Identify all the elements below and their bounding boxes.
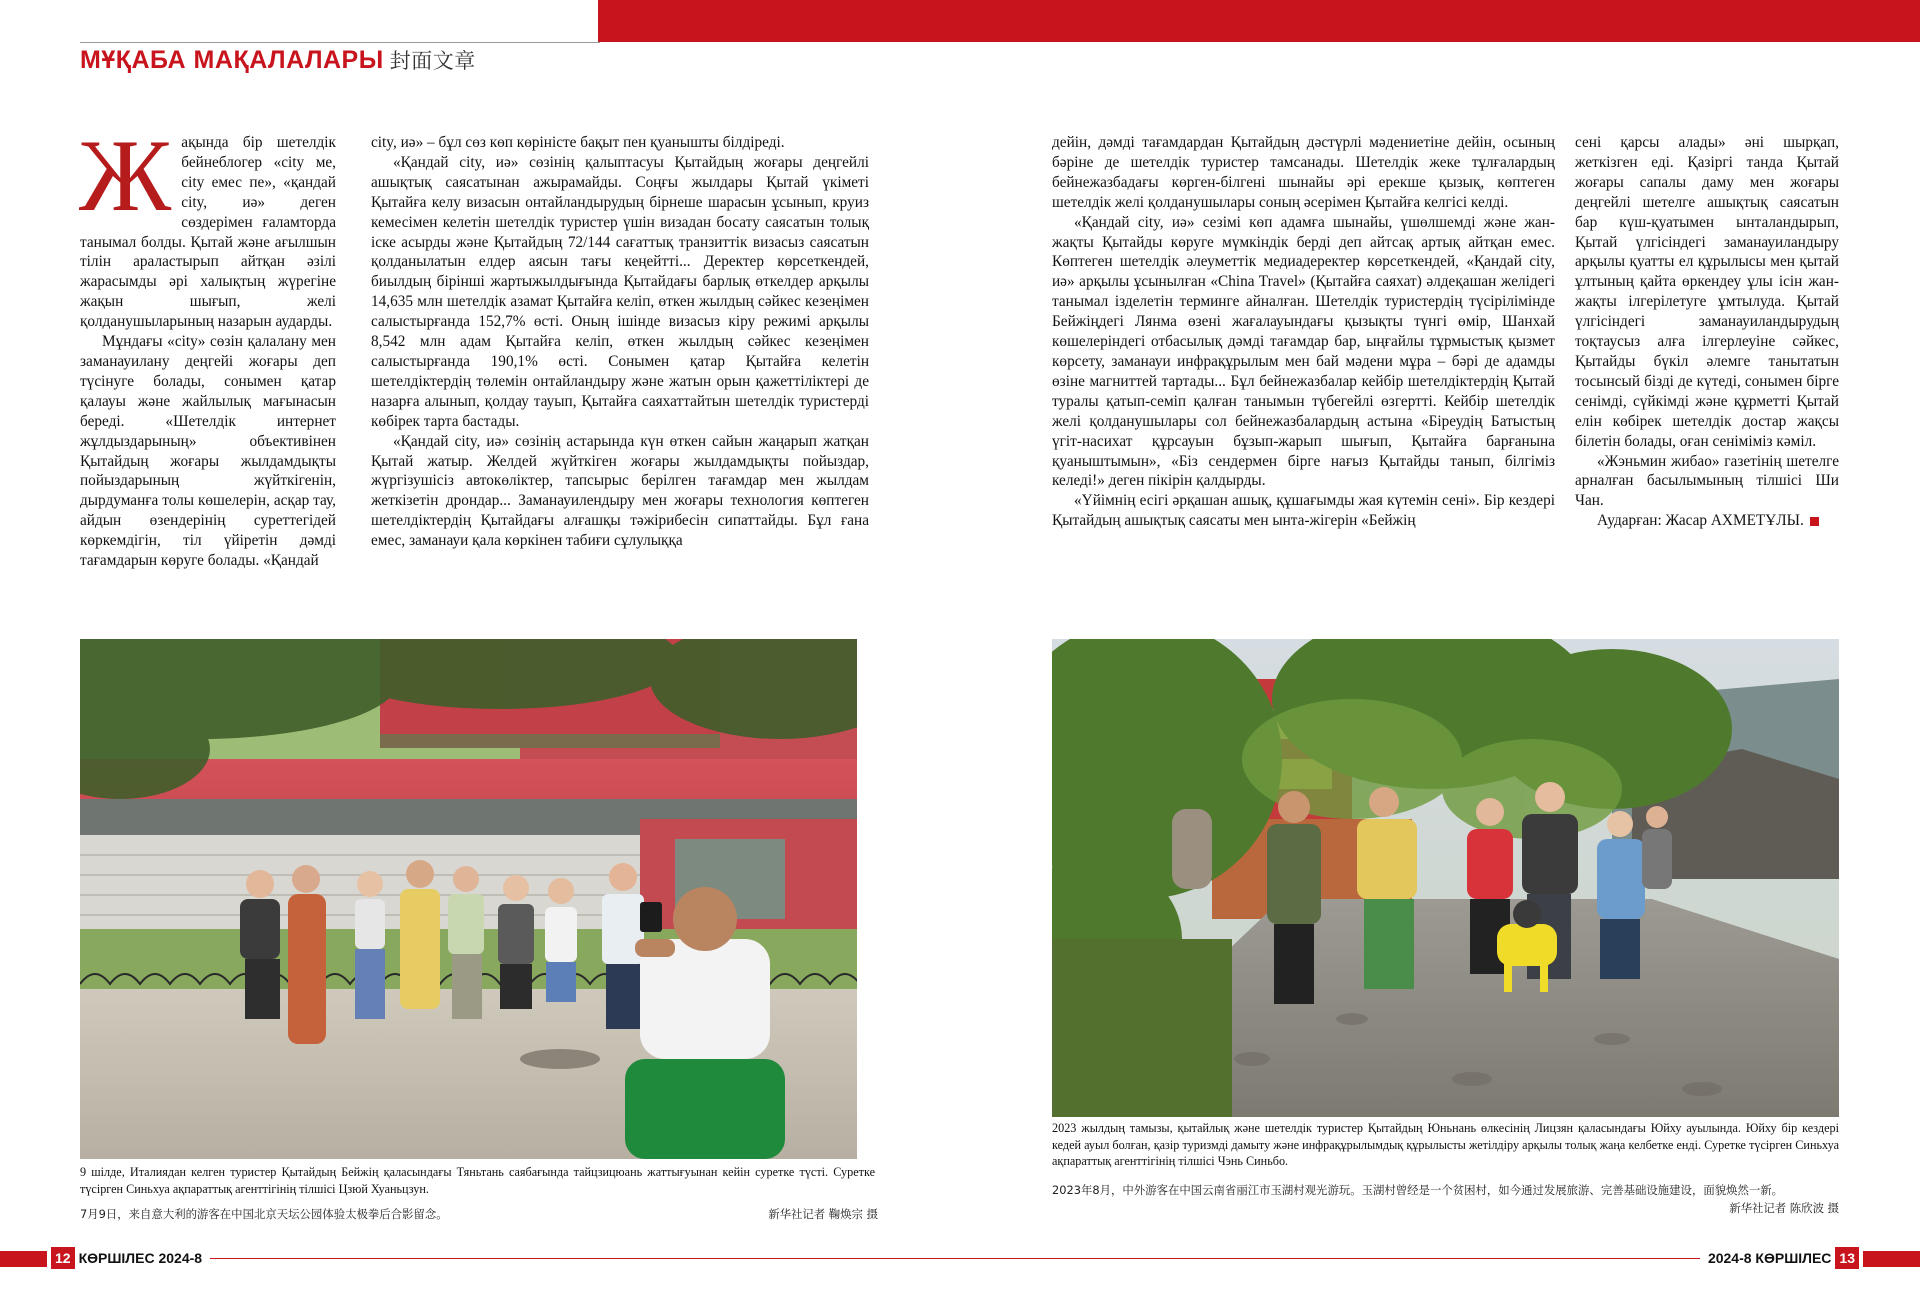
- paragraph: «Жэньмин жибао» газетінің шетелге арналған басылымының тілшісі Ши Чан.: [1575, 452, 1839, 510]
- header-rule: [80, 42, 600, 43]
- footer-magazine-left: КӨРШІЛЕС 2024-8: [78, 1250, 203, 1266]
- photo-caption-right: 2023 жылдың тамызы, қытайлық және шетелдік туристер Қытайдың Юньнань өлкесінің Лицзян қаласындағы Юйху ауылында. Юйху бір кездері кедей ауыл болған, қазір туризмді дамыту және инфрақұрылымдық құрылысты жетілдіру арқылы толық жаңа келбетке енді. Суретке түсірген Синьхуа ақпараттық агенттігінің тілшісі Чэнь Синьбо.: [1052, 1121, 1839, 1168]
- paragraph: ақында бір шетелдік бейнеблогер «city ме, city емес пе», «қандай city, иә» деген сөздерімен ғаламторда танымал болды. Қытай және ағылшын тілін араластырып айтқан әзілі жарасымды әрі халықтың жүрегіне жақын шығып, желі қолданушыларының назарын аударды.: [80, 134, 336, 331]
- footer-right: [1700, 1247, 1863, 1269]
- paragraph: дейін, дәмді тағамдардан Қытайдың дәстүрлі мәдениетіне дейін, осының бәріне де шетелдік туристер тамсанады. Шетелдік жеке тұлғалардың бейнежазбадағы көрген-білгені шынайы әрі ерекше қызық, көптеген шетелдік желі қолданушылары соның әсерімен Қытайға келгісі келді.: [1052, 134, 1555, 211]
- photo-credit-right: 新华社记者 陈欣波 摄: [1729, 1201, 1839, 1215]
- section-title-chinese: 封面文章: [389, 50, 476, 73]
- end-mark-icon: [1810, 517, 1819, 526]
- translator-credit-paragraph: [1575, 511, 1839, 531]
- translator-credit: Аударған: Жасар АХМЕТҰЛЫ.: [1597, 512, 1804, 530]
- paragraph: «Қандай city, иә» сөзінің қалыптасуы Қытайдың жоғары деңгейлі ашықтық саясатынан ажырамайды. Соңғы жылдары Қытай үкіметі Қытайға келу визасын онтайландырудың бірнеше шарасын ұсынып, круиз кемесімен келетін шетелдік туристер үшін визадан босату саясатын толық іске асырды және Қытайдың 72/144 сағаттық транзиттік визасыз саясатын қолданылатын елдер аясын тағы кеңейтті... Деректер көрсеткендей, биылдың бірінші жартыжылдығында Қытайдағы барлық өткелдер арқылы 14,635 млн шетелдік азамат Қытайға келіп, өткен жылдың сәйкес кезеңімен салыстырғанда 152,7% өсті. Оның ішінде визасыз кіру режимі арқылы 8,542 млн адам Қытайға келіп, өткен жылдың сәйкес кезеңімен салыстырғанда 190,1% өсті. Сонымен қатар Қытайға келетін шетелдіктердің төлемін онтайландыру және жатын орын қажеттіліктері де назарға алынып, қолдау тауып, Қытайға саяхаттайтын шетелдік туристерді көбірек тарта бастады.: [371, 153, 869, 430]
- page-number-right: 13: [1835, 1247, 1859, 1269]
- tourists-walking-village-street-photo: [1052, 639, 1839, 1117]
- section-header: [80, 45, 476, 75]
- article-column-2: [371, 133, 869, 551]
- page-number-left: 12: [51, 1247, 75, 1269]
- paragraph: city, иә» – бұл сөз көп көріністе бақыт пен қуанышты білдіреді.: [371, 134, 785, 151]
- photo-caption-left-chinese: 7月9日，来自意大利的游客在中国北京天坛公园体验太极拳后合影留念。: [80, 1207, 448, 1221]
- photo-caption-right-chinese: 2023年8月，中外游客在中国云南省丽江市玉湖村观光游玩。玉湖村曾经是一个贫困村，如今通过发展旅游、完善基础设施建设，面貌焕然一新。: [1052, 1183, 1784, 1197]
- footer-magazine-right: 2024-8 КӨРШІЛЕС: [1707, 1250, 1832, 1266]
- section-title: МҰҚАБА МАҚАЛАЛАРЫ: [80, 46, 384, 74]
- footer-left: [47, 1247, 210, 1269]
- footer-accent-left: [0, 1251, 47, 1267]
- article-column-3: [1052, 133, 1555, 531]
- tourists-tai-chi-temple-of-heaven-photo: [80, 639, 857, 1159]
- paragraph: «Қандай city, иә» сезімі көп адамға шынайы, үшөлшемді және жан-жақты Қытайды көруге мүмкіндік берді деп айтсақ артық айтқан емес. Көптеген шетелдік әлеуметтік медиадеректер көрсеткендей, «Қандай city, иә» арқылы ұсынылған «China Travel» (Қытайға саяхат) әлдеқашан желідегі танымал ізделетін терминге айналған. Шетелдік туристердің түсірілімінде Бейжіңдегі Лянма өзені жағалауындағы қызықты түнгі өмір, Шанхай көшелеріндегі отбасылық дәмді тағамдар бар, ыңғайлы тұрмыстық қызмет көрсету, заманауи инфрақұрылым мен бай мәдени мұра – бәрі де адамды өзіне магниттей тартады... Бұл бейнежазбалар кейбір шетелдіктердің Қытай туралы қатып-семіп қалған танымын түбегейлі өзгертті. Кейбір шетелдік желі қолданушылары сол бейнежазбалардың астына «Біреудің Батыстың үгіт-насихат құрсауын бұзып-жарып шығып, Қытайға барғанына қуаныштымын», «Біз сендермен бірге нағыз Қытайды танып, білгіміз келеді!» деген пікірін қалдырды.: [1052, 213, 1555, 490]
- footer-accent-right: [1863, 1251, 1920, 1267]
- top-accent-bar: [598, 0, 1920, 42]
- footer-rule: [80, 1258, 1840, 1259]
- photo-caption-left: 9 шілде, Италиядан келген туристер Қытайдың Бейжің қаласындағы Тяньтань саябағында тайцзицюань жаттығуынан кейін суретке түсті. Суретке түсірген Синьхуа ақпараттық агенттігінің тілшісі Цзюй Хуаньцзун.: [80, 1165, 875, 1196]
- drop-cap: Ж: [79, 119, 172, 233]
- paragraph: «Қандай city, иә» сөзінің астарында күн өткен сайын жаңарып жатқан Қытай жатыр. Желдей жүйткіген жоғары жылдамдықты пойыздар, жүргізушісіз автокөліктер, тапсырыс берілген тағамдар мен жылдам жеткізетін дрондар... Заманауилендыру мен жоғары технология көптеген шетелдіктердің Қытайдағы алғашқы тәжірибесін сипаттайды. Бұл ғана емес, заманауи қала көркінен табиғи сұлулыққа: [371, 432, 869, 550]
- article-column-4: [1575, 133, 1839, 531]
- photo-credit-left: 新华社记者 鞠焕宗 摄: [768, 1207, 878, 1221]
- article-column-1: [79, 119, 336, 571]
- paragraph: Мұндағы «city» сөзін қалалану мен заманауилану деңгейі жоғары деп түсінуге болады, сонымен қатар қалауы және жайлылық мағынасын береді. «Шетелдік интернет жұлдыздарының» объективінен Қытайдың жоғары жылдамдықты пойыздарының жүйткігенін, дырдуманға толы көшелерін, асқар тау, айдын өзендерінің суреттегідей көркемдігін, тіл үйіретін дәмді тағамдарын көруге болады. «Қандай: [80, 333, 336, 570]
- paragraph: «Үйімнің есігі әрқашан ашық, құшағымды жая күтемін сені». Бір кездері Қытайдың ашықтық саясаты мен ынта-жігерін «Бейжің: [1052, 492, 1555, 530]
- paragraph: сені қарсы алады» әні шырқап, жеткізген еді. Қазіргі танда Қытай жоғары сапалы даму мен жоғары деңгейлі шетелге ашықтық саясатын бар күш-қуатымен ынталандырып, Қытай үлгісіндегі заманауиландыру арқылы қуатты ел құрылысы мен қытай ұлтының қайта өркендеу ұлы ісін жан-жақты ілгерілетуге ұмтылуда. Қытай үлгісіндегі заманауиландырудың тоқтаусыз алға ілгерлеуіне сәйкес, Қытайды бүкіл әлемге танытатын тосынсый бізді де күтеді, сонымен бірге сенімді, сүйкімді және құрметті Қытай елін көбірек шетелдік достар жақсы білетін болады, оған сеніміміз кәміл.: [1575, 134, 1839, 450]
